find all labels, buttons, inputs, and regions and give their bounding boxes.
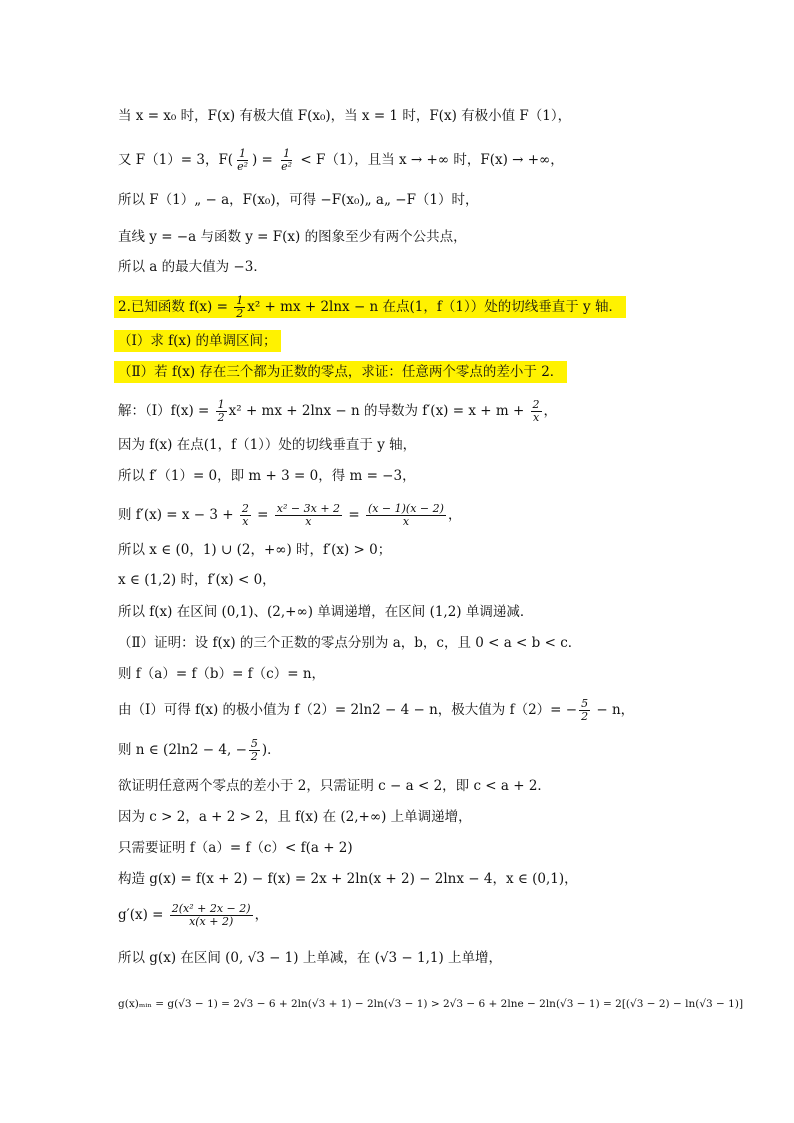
line-25: 所以 g(x) 在区间 (0, √3 − 1) 上单减，在 (√3 − 1,1) 上单增， [118, 950, 503, 966]
line-7 [118, 331, 281, 351]
highlight: （Ⅱ）若 f(x) 存在三个都为正数的零点，求证：任意两个零点的差小于 2． [114, 361, 567, 383]
fraction: $\frac{5}{2}$ [250, 737, 258, 763]
fraction: $\frac{1}{\text{e²}}$ [237, 147, 248, 173]
line-5: 所以 a 的最大值为 −3． [118, 259, 267, 275]
fraction: $\frac{\text{x² − 3x + 2}}{x}$ [276, 502, 341, 528]
line-22: 只需要证明 f（a）= f（c）< f(a + 2) [118, 840, 353, 856]
line-21: 因为 c > 2，a + 2 > 2，且 f(x) 在 (2,+∞) 上单调递增， [118, 809, 472, 825]
line-11: 所以 f′（1）= 0，即 m + 3 = 0，得 m = −3， [118, 468, 416, 484]
highlight: （Ⅰ）求 f(x) 的单调区间； [114, 330, 281, 352]
line-2: 又 F（1）= 3，F( $\frac{1}{\text{e²}}$ ) = $\frac{1}{\text{e²}}$ < F（1），且当 x → +∞ 时，F(x) → +∞， [118, 147, 564, 173]
line-14: x ∈ (1,2) 时，f′(x) < 0， [118, 572, 276, 588]
fraction: $\frac{2}{x}$ [532, 398, 540, 424]
line-8 [118, 362, 567, 382]
line-6 [118, 295, 626, 320]
line-4: 直线 y = −a 与函数 y = F(x) 的图象至少有两个公共点， [118, 229, 467, 245]
line-13: 所以 x ∈ (0，1) ∪ (2，+∞) 时，f′(x) > 0； [118, 542, 392, 558]
line-18: 由（Ⅰ）可得 f(x) 的极小值为 f（2）= 2ln2 − 4 − n，极大值为 f（2）= − $\frac{5}{2}$ − n， [118, 697, 635, 723]
fraction: $\frac{1}{2}$ [217, 398, 225, 424]
line-1: 当 x = x₀ 时，F(x) 有极大值 F(x₀)，当 x = 1 时，F(x) 有极小值 F（1）， [118, 108, 572, 124]
line-23: 构造 g(x) = f(x + 2) − f(x) = 2x + 2ln(x + 2) − 2lnx − 4，x ∈ (0,1)， [118, 871, 578, 887]
line-24: g′(x) = $\frac{\text{2(x² + 2x − 2)}}{x(x + 2)}$ ， [118, 902, 269, 928]
line-16: （Ⅱ）证明：设 f(x) 的三个正数的零点分别为 a，b，c，且 0 < a < b < c． [118, 635, 582, 651]
fraction: $\frac{1}{2}$ [236, 294, 244, 320]
line-9: 解：（Ⅰ）f(x) = $\frac{1}{2}$ x² + mx + 2lnx − n 的导数为 f′(x) = x + m + $\frac{2}{x}$ ， [118, 398, 558, 424]
line-15: 所以 f(x) 在区间 (0,1)、(2,+∞) 单调递增，在区间 (1,2) 单调递减． [118, 604, 534, 620]
fraction: $\frac{1}{\text{e²}}$ [281, 147, 293, 173]
line-26: g(x)ₘᵢₙ = g(√3 − 1) = 2√3 − 6 + 2ln(√3 + 1) − 2ln(√3 − 1) > 2√3 − 6 + 2lne − 2ln(√3 − 1) = 2[(√3 − 2) − ln(√3 − 1)] [118, 998, 744, 1010]
line-20: 欲证明任意两个零点的差小于 2，只需证明 c − a < 2，即 c < a + 2． [118, 778, 551, 794]
line-3: 所以 F（1）„ − a，F(x₀)，可得 −F(x₀)„ a„ −F（1）时， [118, 192, 479, 208]
fraction: $\frac{\text{2(x² + 2x − 2)}}{x(x + 2)}$ [171, 902, 251, 928]
fraction: $\frac{5}{2}$ [581, 697, 589, 723]
line-19: 则 n ∈ (2ln2 − 4, − $\frac{5}{2}$ )． [118, 737, 281, 763]
line-17: 则 f（a）= f（b）= f（c）= n， [118, 666, 326, 682]
line-10: 因为 f(x) 在点(1，f（1））处的切线垂直于 y 轴， [118, 437, 417, 453]
highlight: 2.已知函数 f(x) = $\frac{1}{2}$ x² + mx + 2lnx − n 在点(1，f（1））处的切线垂直于 y 轴． [114, 296, 626, 318]
fraction: $\frac{2}{x}$ [241, 502, 249, 528]
fraction: $\frac{(x - 1)(x - 2)}{x}$ [367, 502, 444, 528]
line-12: 则 f′(x) = x − 3 + $\frac{2}{x}$ = $\frac{\text{x² − 3x + 2}}{x}$ = $\frac{(x - 1)(x - 2)}{x}$ ， [118, 502, 462, 528]
